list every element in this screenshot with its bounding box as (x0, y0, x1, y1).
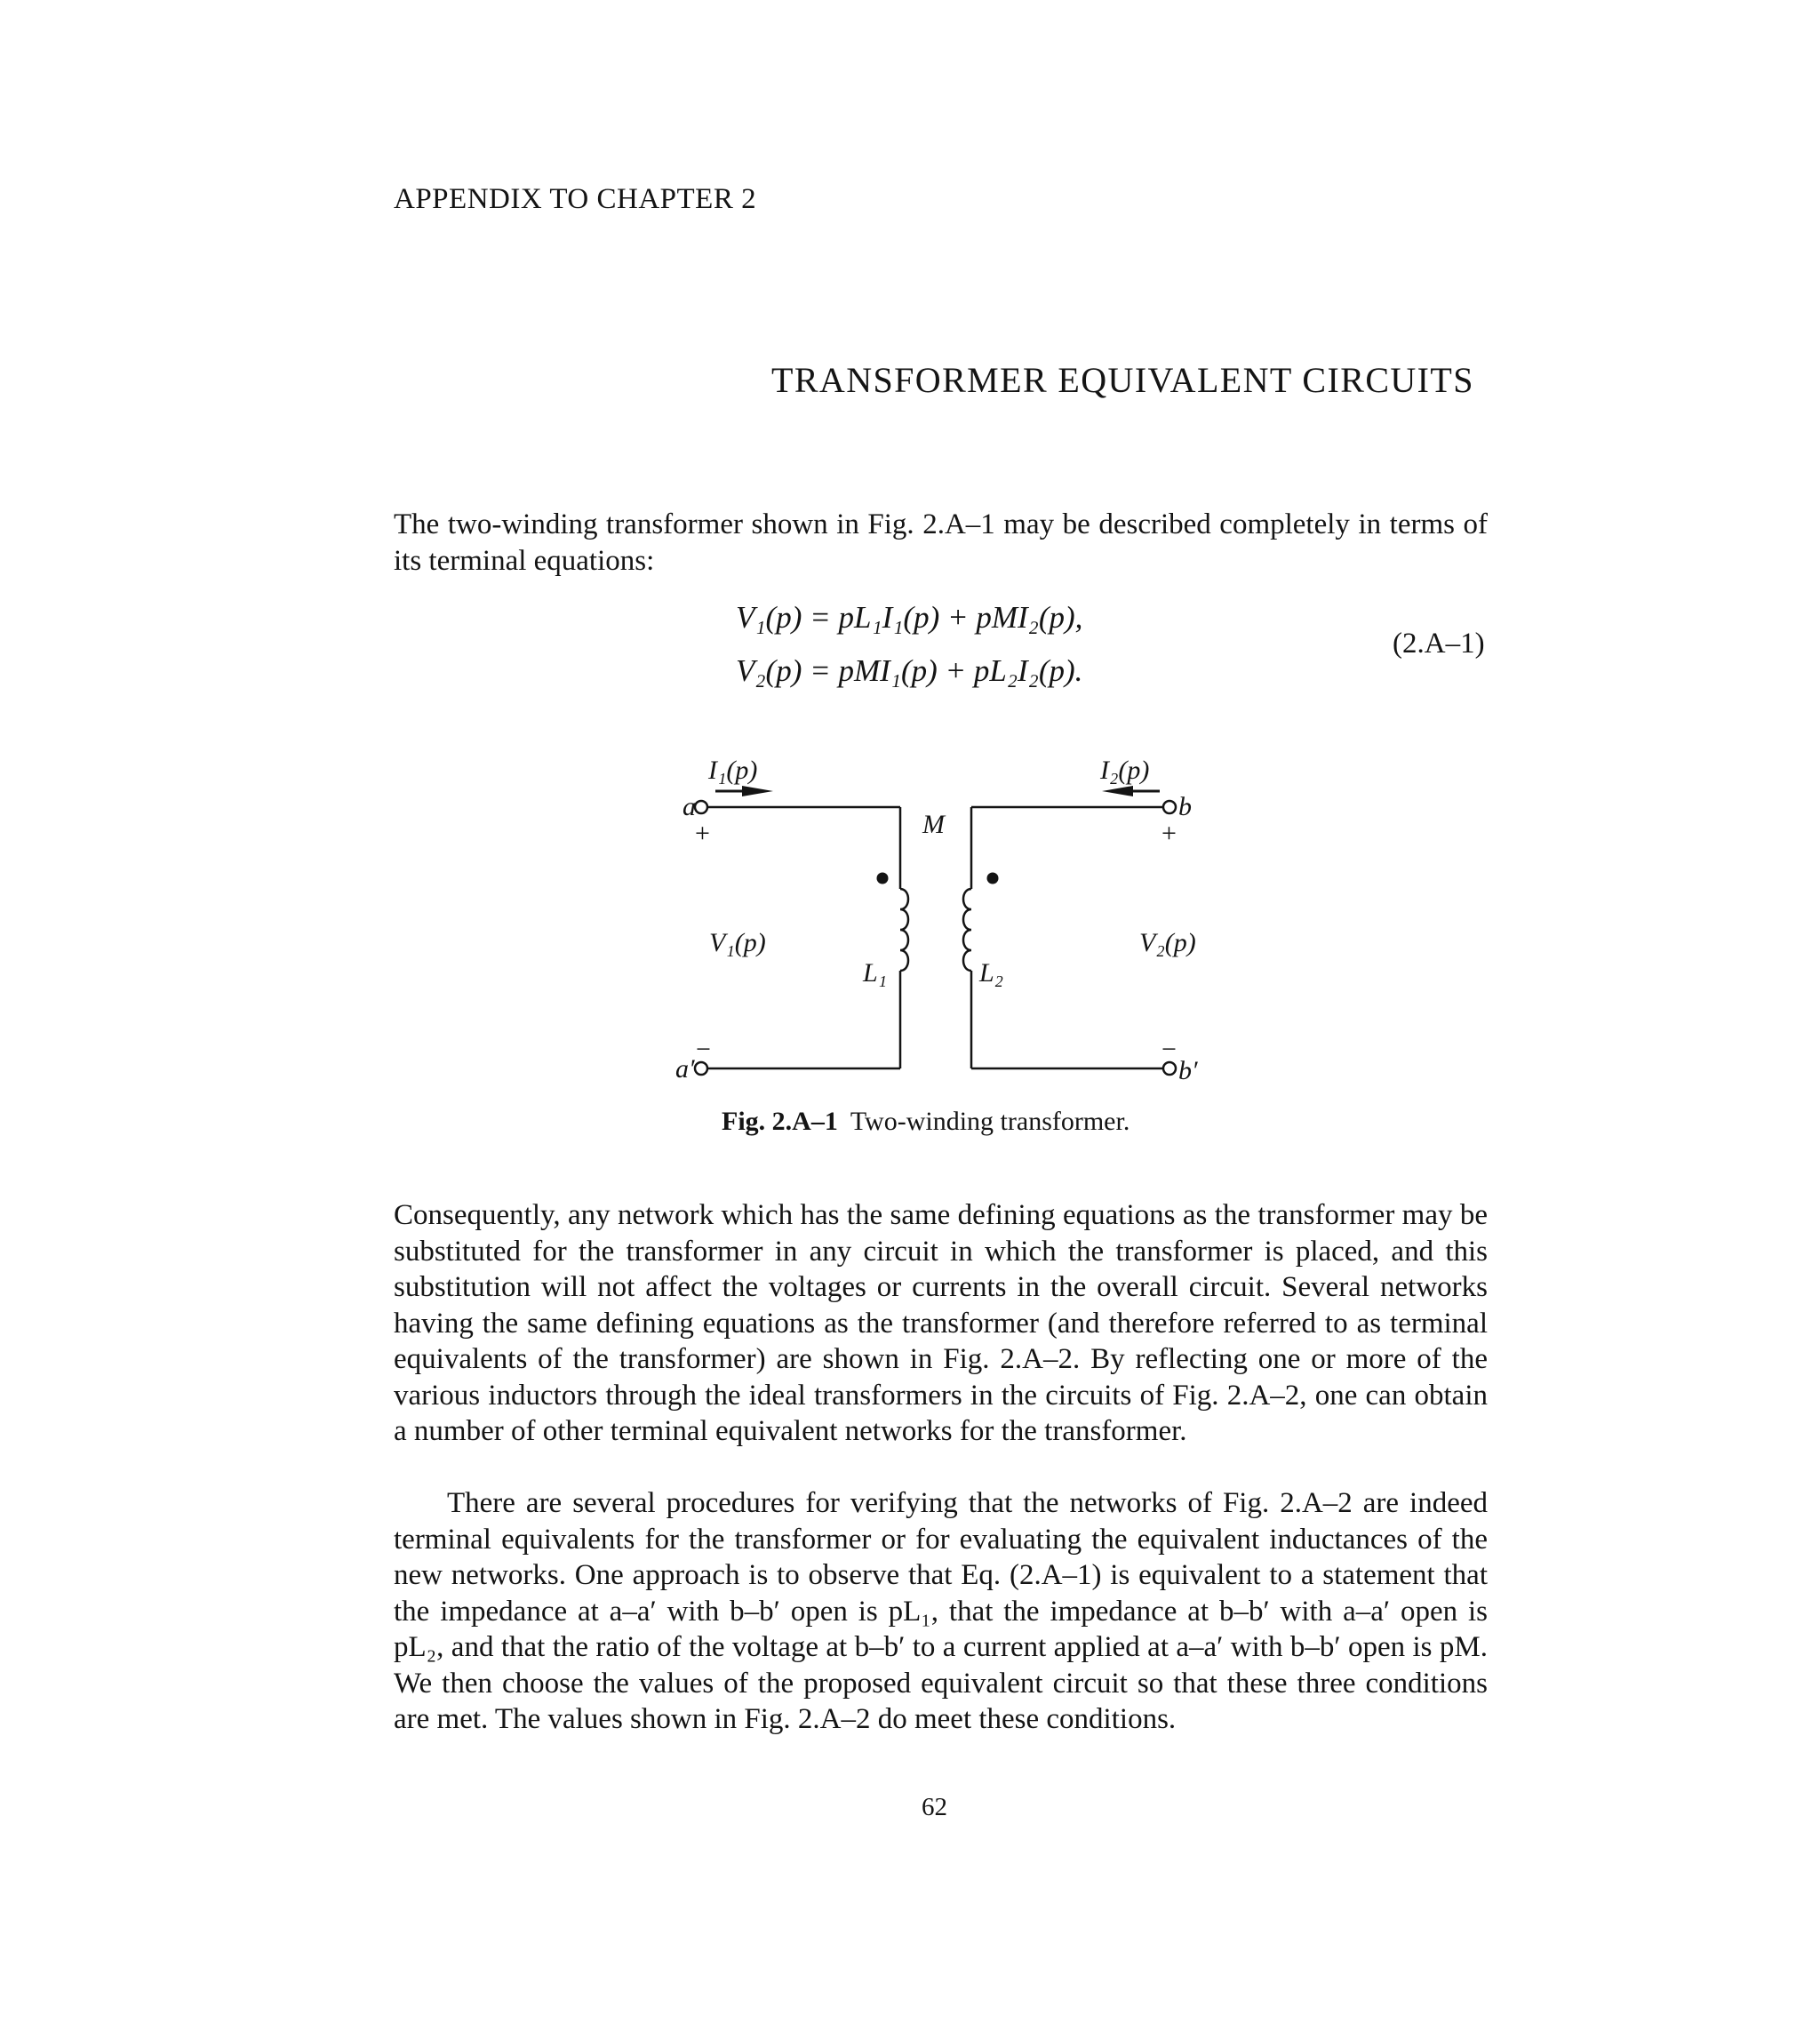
equation-number: (2.A–1) (1393, 628, 1485, 660)
label-terminal-a-prime: a′ (675, 1054, 695, 1084)
coil-l2 (963, 889, 971, 971)
polarity-dot-secondary (987, 873, 999, 884)
label-minus-primary: − (696, 1035, 711, 1064)
label-plus-secondary: + (1161, 819, 1177, 848)
running-head: APPENDIX TO CHAPTER 2 (394, 183, 757, 215)
chapter-title: TRANSFORMER EQUIVALENT CIRCUITS (771, 360, 1474, 400)
label-terminal-a: a (682, 792, 696, 821)
label-inductor-1: L₁ (863, 958, 888, 988)
figure-caption (722, 1107, 1130, 1137)
label-voltage-1: V₁(p) (709, 928, 766, 957)
label-terminal-b-prime: b′ (1178, 1056, 1198, 1085)
label-minus-secondary: − (1161, 1035, 1177, 1064)
label-voltage-2: V₂(p) (1139, 928, 1196, 957)
label-inductor-2: L₂ (979, 958, 1004, 988)
second-paragraph: There are several procedures for verifying that the networks of Fig. 2.A–2 are indeed terminal equivalents for the transformer or for evaluating the equivalent inductances of the new networks. One approach is to observe that Eq. (2.A–1) is equivalent to a statement that the impedance at a–a′ with b–b′ open is pL₁, that the impedance at b–b′ with a–a′ open is pL₂, and that the ratio of the voltage at b–b′ to a current applied at a–a′ with b–b′ open is pM. We then choose the values of the proposed equivalent circuit so that these three conditions are met. The values shown in Fig. 2.A–2 do meet these conditions. (394, 1487, 1488, 1735)
equation-line-2: V₂(p) = pMI₁(p) + pL₂I₂(p). (736, 653, 1083, 688)
equation-line-1: V₁(p) = pL₁I₁(p) + pMI₂(p), (736, 600, 1083, 635)
coil-l1 (900, 889, 908, 971)
polarity-dot-primary (877, 873, 889, 884)
intro-paragraph: The two-winding transformer shown in Fig. 2.A–1 may be described completely in terms of its terminal equations: (394, 508, 1488, 577)
page-number: 62 (922, 1793, 947, 1821)
label-current-2: I₂(p) (1100, 756, 1150, 785)
label-current-1: I₁(p) (708, 756, 758, 785)
terminal-b-circle (1163, 801, 1176, 813)
arrow-i1-right (742, 786, 773, 796)
label-plus-primary: + (695, 819, 710, 848)
label-terminal-b: b (1178, 792, 1192, 821)
arrow-i2-left (1102, 786, 1133, 796)
terminal-b-prime-circle (1163, 1062, 1176, 1075)
label-mutual: M (922, 810, 945, 839)
terminal-a-prime-circle (695, 1062, 707, 1075)
figure-caption-label: Fig. 2.A–1 (722, 1107, 838, 1136)
terminal-a-circle (695, 801, 707, 813)
main-paragraph: Consequently, any network which has the same defining equations as the transformer may be substituted for the transformer in any circuit in which the transformer is placed, and this substitution will not affect the voltages or currents in the overall circuit. Several networks having the same defining equations as the transformer (and therefore referred to as terminal equivalents of the transformer) are shown in Fig. 2.A–2. By reflecting one or more of the various inductors through the ideal transformers in the circuits of Fig. 2.A–2, one can obtain a number of other terminal equivalent networks for the transformer. (394, 1199, 1488, 1447)
figure-caption-text: Two-winding transformer. (850, 1107, 1130, 1136)
